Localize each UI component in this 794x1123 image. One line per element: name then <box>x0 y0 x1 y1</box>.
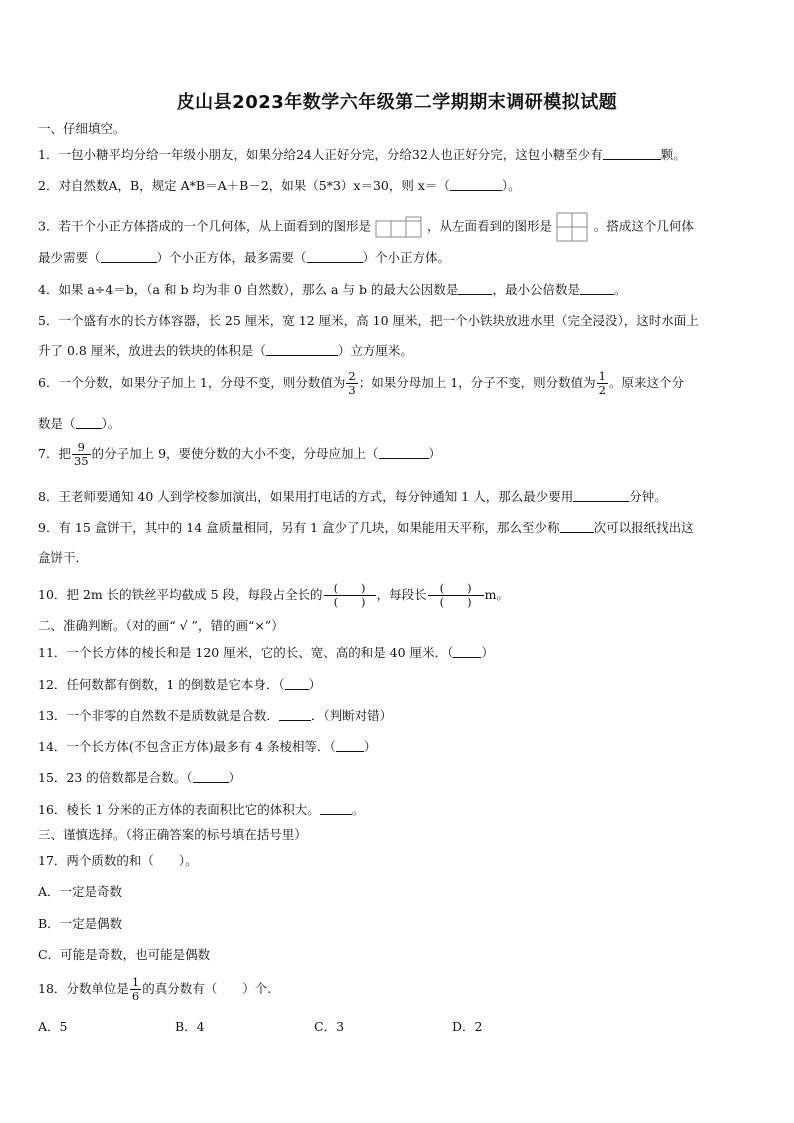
question-14-text: 14．一个长方体(不包含正方体)最多有 4 条棱相等．（ <box>38 739 336 754</box>
answer-blank[interactable] <box>285 677 309 690</box>
option-17-c[interactable]: C．可能是奇数，也可能是偶数 <box>38 947 211 962</box>
question-9-text: 9．有 15 盒饼干，其中的 14 盒质量相同，另有 1 盒少了几块，如果能用天平称，那么至少称 <box>38 520 560 535</box>
answer-blank[interactable] <box>336 739 364 752</box>
answer-blank[interactable] <box>580 282 614 295</box>
fraction-blank-2[interactable]: $\frac{( )}{( )}$ <box>428 582 484 609</box>
question-2-end: ）。 <box>501 178 521 193</box>
question-4-text: 4．如果 a÷4＝b，（a 和 b 均为非 0 自然数），那么 a 与 b 的最大公因数是 <box>38 282 459 297</box>
question-18-text: 18．分数单位是 <box>38 981 129 996</box>
question-5-text-2: 升了 0.8 厘米，放进去的铁块的体积是（ <box>38 343 266 358</box>
question-11-text: 11．一个长方体的棱长和是 120 厘米，它的长、宽、高的和是 40 厘米．（ <box>38 645 454 660</box>
question-3-text-6: ）个小正方体。 <box>362 250 451 265</box>
question-7-end: ） <box>428 446 442 461</box>
answer-blank[interactable] <box>603 147 661 160</box>
question-5-text: 5．一个盛有水的长方体容器，长 25 厘米，宽 12 厘米，高 10 厘米，把一个小铁块放进水里（完全浸没），这时水面上 <box>38 313 699 328</box>
question-3-text: 3．若干个小正方体搭成的一个几何体，从上面看到的图形是 <box>38 218 371 234</box>
section-heading-fill: 一、仔细填空。 <box>38 121 126 136</box>
question-6 <box>38 370 758 397</box>
question-10 <box>38 582 758 609</box>
option-18-a[interactable]: A．5 <box>38 1019 68 1034</box>
question-5 <box>38 313 758 329</box>
question-17: 17．两个质数的和（ ）。 <box>38 853 198 868</box>
answer-blank[interactable] <box>560 520 594 533</box>
question-13 <box>38 708 758 724</box>
question-6-text-2: ；如果分母加上 1，分子不变，则分数值为 <box>358 375 596 390</box>
question-10-end: m。 <box>484 587 509 602</box>
option-18-b[interactable]: B．4 <box>175 1019 205 1034</box>
answer-blank[interactable] <box>193 770 229 783</box>
question-14-end: ） <box>363 739 377 754</box>
section-heading-judge: 二、准确判断。（对的画“ √ ”，错的画“×”） <box>38 618 284 633</box>
question-6-text-4: 数是（ <box>38 416 76 431</box>
question-18-options <box>38 1019 758 1035</box>
question-4-end: 。 <box>613 282 627 297</box>
answer-blank[interactable] <box>266 343 338 356</box>
question-6-text: 6．一个分数，如果分子加上 1，分母不变，则分数值为 <box>38 375 346 390</box>
answer-blank[interactable] <box>450 178 502 191</box>
question-10-text-2: ，每段长 <box>376 587 427 602</box>
question-6-end: ）。 <box>101 416 121 431</box>
question-1-end: 颗。 <box>660 147 686 162</box>
answer-blank[interactable] <box>307 250 363 263</box>
question-2 <box>38 178 758 194</box>
answer-blank[interactable] <box>379 446 429 459</box>
answer-blank[interactable] <box>453 645 481 658</box>
question-16-end: 。 <box>351 802 365 817</box>
question-18 <box>38 976 758 1003</box>
answer-blank[interactable] <box>573 489 629 502</box>
question-8-text: 8．王老师要通知 40 人到学校参加演出，如果用打电话的方式，每分钟通知 1 人，那么最少要用 <box>38 489 574 504</box>
answer-blank[interactable] <box>76 416 102 429</box>
section-heading-choice: 三、谨慎选择。（将正确答案的标号填在括号里） <box>38 827 307 842</box>
answer-blank[interactable] <box>458 282 492 295</box>
fraction-blank-1[interactable]: $\frac{( )}{( )}$ <box>324 582 376 609</box>
page-title: 皮山县2023年数学六年级第二学期期末调研模拟试题 <box>176 92 618 113</box>
question-11 <box>38 645 758 661</box>
question-4 <box>38 282 758 298</box>
question-15-end: ） <box>228 770 242 785</box>
question-15-text: 15．23 的倍数都是合数。（ <box>38 770 193 785</box>
question-18-text-2: 的真分数有（ ）个. <box>142 981 272 996</box>
question-7 <box>38 441 758 468</box>
question-6-text-3: 。原来这个分 <box>608 375 684 390</box>
question-9-text-3: 盒饼干． <box>38 550 89 565</box>
answer-blank[interactable] <box>320 802 352 815</box>
question-12-text: 12．任何数都有倒数，1 的倒数是它本身．（ <box>38 677 285 692</box>
question-4-text-2: ，最小公倍数是 <box>492 282 580 297</box>
question-9-text-2: 次可以报纸找出这 <box>593 520 694 535</box>
answer-blank[interactable] <box>101 250 157 263</box>
option-18-d[interactable]: D．2 <box>452 1019 483 1034</box>
question-15 <box>38 770 758 786</box>
question-12-end: ） <box>308 677 322 692</box>
question-16-text: 16．棱长 1 分米的正方体的表面积比它的体积大。 <box>38 802 320 817</box>
option-17-b[interactable]: B．一定是偶数 <box>38 916 123 931</box>
question-13-text: 13．一个非零的自然数不是质数就是合数． <box>38 708 279 723</box>
question-9 <box>38 520 758 536</box>
fraction-nine-over-35: $\frac{9}{35}$ <box>73 440 89 468</box>
question-3-text-3: 。搭成这个几何体 <box>593 218 694 234</box>
fraction-one-sixth: $\frac{1}{6}$ <box>131 975 140 1003</box>
question-14 <box>38 739 758 755</box>
question-8 <box>38 489 758 505</box>
question-9-cont <box>38 550 758 566</box>
question-10-text: 10．把 2m 长的铁丝平均截成 5 段，每段占全长的 <box>38 587 323 602</box>
question-2-text: 2．对自然数A，B，规定 A*B＝A＋B－2，如果（5*3）x＝30，则 x＝（ <box>38 178 450 193</box>
option-18-c[interactable]: C．3 <box>314 1019 345 1034</box>
option-17-a[interactable]: A．一定是奇数 <box>38 884 123 899</box>
question-1-text: 1．一包小糖平均分给一年级小朋友，如果分给24人正好分完，分给32人也正好分完，这包小糖至少有 <box>38 147 603 162</box>
fraction-one-half: $\frac{1}{2}$ <box>598 369 606 397</box>
question-3-text-2: ，从左面看到的图形是 <box>426 218 552 234</box>
answer-blank[interactable] <box>279 708 311 721</box>
question-12 <box>38 677 758 693</box>
question-3-cont <box>38 250 758 266</box>
question-7-text-2: 的分子加上 9，要使分数的大小不变，分母应加上（ <box>91 446 379 461</box>
top-view-figure <box>375 216 423 238</box>
question-3 <box>38 212 758 242</box>
question-13-end: ．（判断对错） <box>310 708 393 723</box>
question-11-end: ） <box>481 645 494 660</box>
question-6-cont <box>38 416 758 432</box>
question-3-text-5: ）个小正方体，最多需要（ <box>156 250 307 265</box>
left-view-figure <box>556 212 590 242</box>
question-5-end: ）立方厘米。 <box>337 343 413 358</box>
fraction-two-thirds: $\frac{2}{3}$ <box>348 369 356 397</box>
question-3-text-4: 最少需要（ <box>38 250 101 265</box>
question-1 <box>38 147 758 163</box>
question-7-text: 7．把 <box>38 446 71 461</box>
question-8-end: 分钟。 <box>629 489 667 504</box>
question-5-cont <box>38 343 758 359</box>
question-16 <box>38 802 758 818</box>
